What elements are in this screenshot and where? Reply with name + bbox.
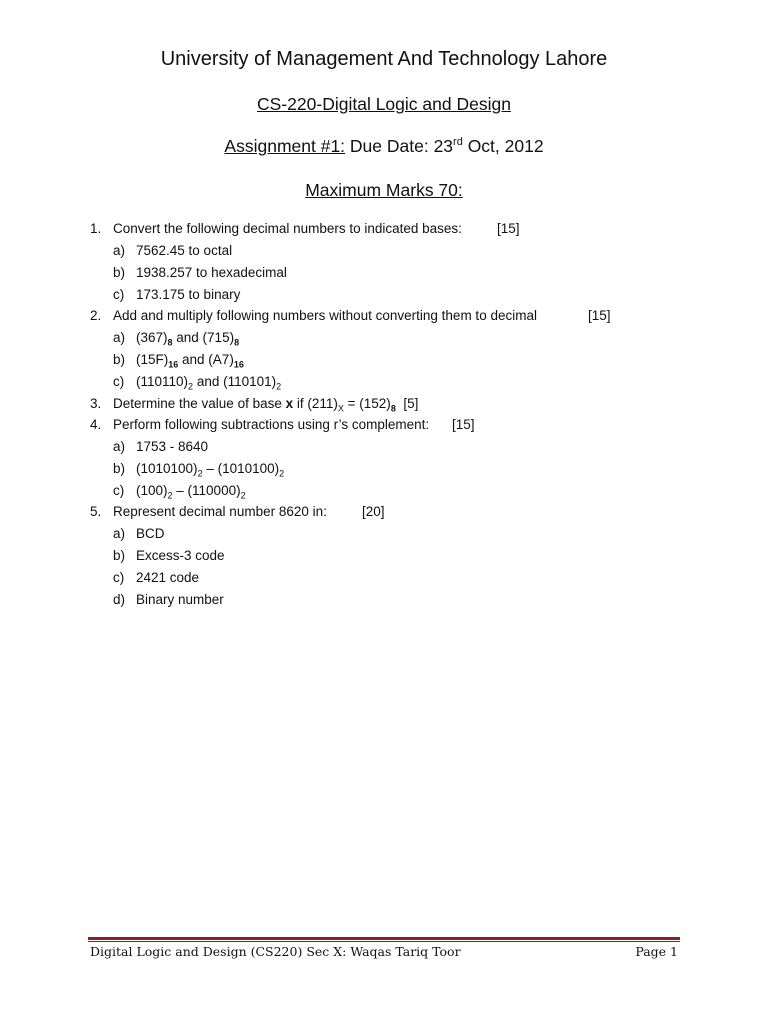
question-text: Convert the following decimal numbers to indicated bases: (113, 221, 462, 236)
assignment-heading (0, 136, 768, 157)
university-title: University of Management And Technology Lahore (160, 48, 608, 70)
question-marks: [15] (452, 417, 475, 432)
question-text: Add and multiply following numbers without converting them to decimal (113, 308, 537, 323)
footer-divider-thin (88, 941, 680, 942)
item-text: 2421 code (136, 570, 200, 585)
question-text: Determine the value of base x if $(211)_X = (152)_8$ [5] (113, 396, 419, 414)
question-text: Perform following subtractions using r’s complement: (113, 417, 430, 432)
question-marks: [20] (362, 504, 385, 519)
question-marks: [15] (588, 308, 611, 323)
item-letter: c) (113, 483, 125, 498)
item-letter: b) (113, 265, 126, 280)
item-text: 1753 - 8640 (136, 439, 209, 454)
assignment-label: Assignment #1: (224, 136, 346, 156)
item-letter: b) (113, 461, 126, 476)
footer-divider (88, 937, 680, 940)
question-marks: [5] (403, 396, 419, 411)
question-number: 4. (90, 417, 102, 432)
item-text: $(15F)_{16}$ and $(A7)_{16}$ (136, 352, 244, 370)
page-number: Page 1 (635, 944, 678, 959)
item-text: BCD (136, 526, 165, 541)
question-marks: [15] (497, 221, 520, 236)
item-letter: a) (113, 330, 126, 345)
item-text: $(100)_2 - (110000)_2$ (136, 483, 246, 501)
question-text: Represent decimal number 8620 in: (113, 504, 327, 519)
item-letter: c) (113, 287, 125, 302)
item-text: Excess-3 code (136, 548, 225, 563)
item-letter: a) (113, 243, 126, 258)
question-number: 3. (90, 396, 102, 411)
item-text: $(1010100)_2 - (1010100)_2$ (136, 461, 285, 479)
footer-course-info: Digital Logic and Design (CS220) Sec X: Waqas Tariq Toor (90, 944, 461, 959)
item-text: 7562.45 to octal (136, 243, 233, 258)
item-text: $(367)_8$ and $(715)_8$ (136, 330, 240, 348)
item-letter: a) (113, 439, 126, 454)
item-letter: a) (113, 526, 126, 541)
item-letter: b) (113, 548, 126, 563)
max-marks-heading: Maximum Marks 70: (305, 180, 463, 200)
item-letter: b) (113, 352, 126, 367)
question-number: 5. (90, 504, 102, 519)
item-letter: d) (113, 592, 126, 607)
item-letter: c) (113, 374, 125, 389)
question-number: 1. (90, 221, 102, 236)
item-text: Binary number (136, 592, 224, 607)
item-text: 173.175 to binary (136, 287, 241, 302)
question-number: 2. (90, 308, 102, 323)
course-title: CS-220-Digital Logic and Design (257, 94, 511, 114)
item-text: 1938.257 to hexadecimal (136, 265, 287, 280)
item-text: $(110110)_2$ and $(110101)_2$ (136, 374, 282, 392)
due-date: Due Date: 23rd Oct, 2012 (349, 136, 544, 156)
item-letter: c) (113, 570, 125, 585)
